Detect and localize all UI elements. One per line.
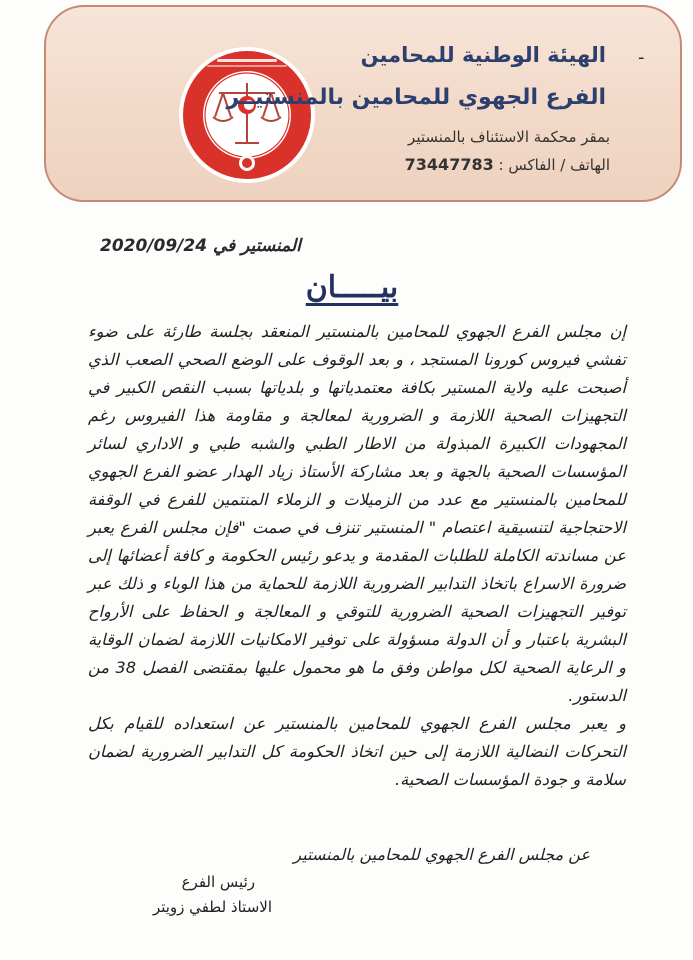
statement-paragraph-1: إن مجلس الفرع الجهوي للمحامين بالمنستير المنعقد بجلسة طارئة على ضوء تفشي فيروس كورونا المستجد ، و بعد الوقوف على الوضع الصحي الصعب الذي أصبحت عليه ولاية المستير بكافة معتمدياتها و بلدياتها بسبب النقص الكبير في التجهيزات الصحية اللازمة و الضرورية لمعالجة و مقاومة هذا الفيروس رغم المجهودات الكبيرة المبذولة من الاطار الطبي والشبه طبي و الاداري لسائر المؤسسات الصحية بالجهة و بعد مشاركة الأستاذ زياد الهدار عضو الفرع الجهوي للمحامين بالمنستير مع عدد من الزميلات و الزملاء المنتمين للفرع في الوقفة الاحتجاجية لتنسيقية اعتصام " المنستير تنزف في صمت "فإن مجلس الفرع يعبر عن مساندته الكاملة للطلبات المقدمة و يدعو رئيس الحكومة و كافة أعضائها إلى ضرورة الاسراع باتخاذ التدابير الضرورية اللازمة للحماية من هذا الوباء و ذلك عبر توفير التجهيزات الصحية الضرورية للتوقي و المعالجة و الحفاظ على الأرواح البشرية باعتبار و أن الدولة مسؤولة على توفير الامكانيات اللازمة لضمان الوقاية و الرعاية الصحية لكل مواطن وفق ما هو محمول عليها بمقتضى الفصل 38 من الدستور. — [88, 322, 626, 705]
bar-association-seal-icon — [177, 45, 317, 185]
branch-address: بمقر محكمة الاستئناف بالمنستير — [408, 128, 610, 146]
document-title: بيـــــان — [305, 270, 399, 305]
header-dash: - — [638, 47, 645, 68]
branch-name: الفرع الجهوي للمحامين بالمنستيــر — [226, 85, 606, 110]
statement-paragraph-2: و يعبر مجلس الفرع الجهوي للمحامين بالمنستير عن استعداده للقيام بكل التحركات النضالية اللازمة إلى حين اتخاذ الحكومة كل التدابير الضرورية لضمان سلامة و جودة المؤسسات الصحية. — [88, 714, 626, 789]
branch-phone — [405, 155, 610, 174]
phone-number: 73447783 — [404, 155, 494, 174]
signature-council: عن مجلس الفرع الجهوي للمحامين بالمنستير — [293, 845, 590, 864]
signature-name: الاستاذ لطفي زويتر — [152, 898, 272, 916]
org-name: الهيئة الوطنية للمحامين — [360, 43, 606, 67]
phone-label: الهاتف / الفاكس : — [498, 156, 610, 174]
signature-title: رئيس الفرع — [181, 873, 255, 891]
letterhead — [44, 5, 682, 202]
statement-body — [88, 318, 626, 794]
document-date: المنستير في 2020/09/24 — [100, 236, 301, 256]
